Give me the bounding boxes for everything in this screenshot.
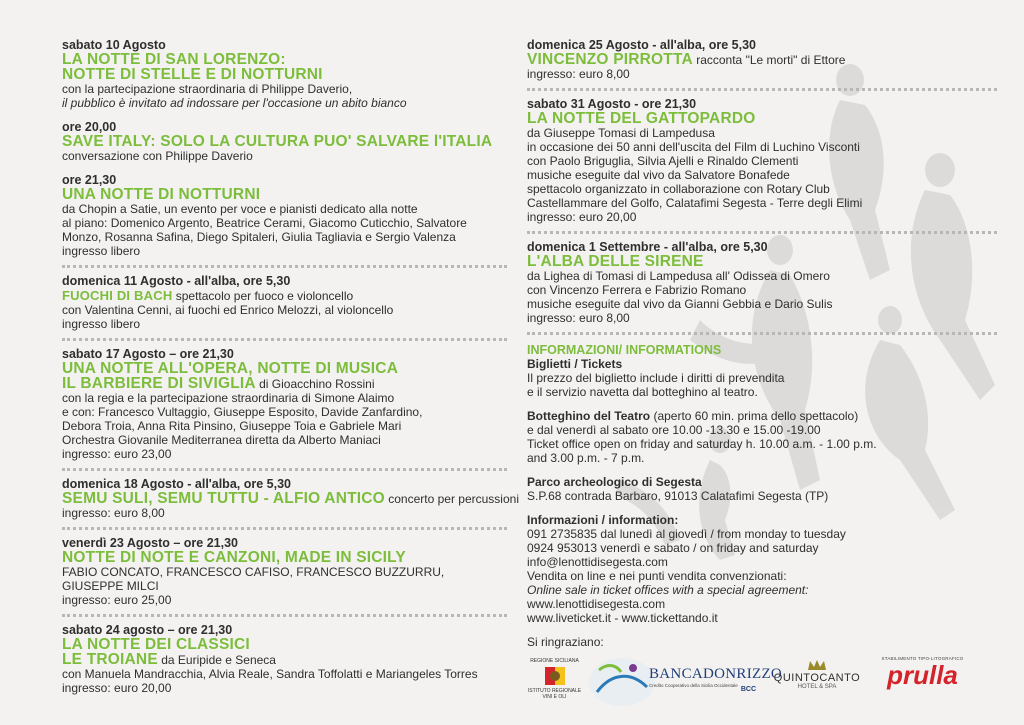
box-office-heading: Botteghino del Teatro — [527, 409, 651, 423]
event-subtitle: racconta "Le morti" di Ettore — [692, 53, 846, 67]
box-office-hours: e dal venerdì al sabato ore 10.00 -13.30 e 15.00 -19.00 — [527, 423, 821, 437]
event-title: NOTTE DI NOTE E CANZONI, MADE IN SICILY — [62, 549, 406, 566]
program-right-column — [527, 38, 997, 649]
website-link: www.lenottidisegesta.com — [527, 597, 666, 611]
event-title: VINCENZO PIRROTTA — [527, 51, 693, 68]
wine-oil-logo — [587, 652, 657, 710]
event-time: ore 20,00 — [62, 120, 117, 134]
dotted-divider — [527, 332, 997, 335]
event-date: domenica 11 Agosto - all'alba, ore 5,30 — [62, 274, 291, 288]
event-date: sabato 31 Agosto - ore 21,30 — [527, 97, 697, 111]
contact-phone: 0924 953013 venerdì e sabato / on friday and saturday — [527, 541, 819, 555]
event-price: ingresso: euro 25,00 — [62, 593, 172, 607]
event-title: SEMU SULI, SEMU TUTTU - ALFIO ANTICO — [62, 490, 385, 507]
event-detail: Monzo, Rosanna Safina, Diego Spitaleri, Giulia Tagliavia e Sergio Valenza — [62, 230, 456, 244]
event-detail: con la regia e la partecipazione straordinaria di Simone Alaimo — [62, 391, 395, 405]
box-office-note: (aperto 60 min. prima dello spettacolo) — [650, 409, 859, 423]
event-time: ore 21,30 — [62, 173, 117, 187]
event-detail: da Chopin a Satie, un evento per voce e pianisti dedicato alla notte — [62, 202, 418, 216]
event-date: domenica 25 Agosto - all'alba, ore 5,30 — [527, 38, 756, 52]
event-save-italy — [62, 120, 507, 163]
event-gattopardo — [527, 97, 997, 224]
event-title: SAVE ITALY: SOLO LA CULTURA PUO' SALVARE l'ITALIA — [62, 133, 493, 150]
box-office-hours: Ticket office open on friday and saturday h. 10.00 a.m. - 1.00 p.m. — [527, 437, 877, 451]
dotted-divider — [62, 265, 507, 268]
sponsor-logos — [527, 636, 1007, 716]
event-detail: in occasione dei 50 anni dell'uscita del Film di Luchino Visconti — [527, 140, 860, 154]
event-date: sabato 24 agosto – ore 21,30 — [62, 623, 233, 637]
event-title: NOTTE DI STELLE E DI NOTTURNI — [62, 66, 323, 83]
event-detail: con Valentina Cenni, ai fuochi ed Enrico Melozzi, al violoncello — [62, 303, 394, 317]
event-detail: da Giuseppe Tomasi di Lampedusa — [527, 126, 715, 140]
event-date: domenica 1 Settembre - all'alba, ore 5,30 — [527, 240, 768, 254]
event-semu-suli — [62, 477, 519, 520]
event-date: sabato 10 Agosto — [62, 38, 166, 52]
event-subtitle: da Euripide e Seneca — [157, 653, 276, 667]
info-section — [527, 343, 997, 649]
event-detail: al piano: Domenico Argento, Beatrice Cerami, Giacomo Cuticchio, Salvatore — [62, 216, 467, 230]
event-detail: da Lighea di Tomasi di Lampedusa all' Odissea di Omero — [527, 269, 830, 283]
thanks-label: Si ringraziano: — [527, 635, 604, 649]
contact-email: info@lenottidisegesta.com — [527, 555, 668, 569]
program-left-column — [62, 38, 519, 695]
tickets-detail: Il prezzo del biglietto include i diritti di prevendita — [527, 371, 785, 385]
event-title: LA NOTTE DEI CLASSICI — [62, 636, 250, 653]
sales-note: Vendita on line e nei punti vendita convenzionati: — [527, 569, 787, 583]
wine-oil-emblem-icon — [587, 652, 657, 710]
banca-don-rizzo-logo: BANCADONRIZZO Credito Cooperativo della Sicilia Occidentale BCC — [649, 666, 783, 693]
park-address: S.P.68 contrada Barbaro, 91013 Calatafimi Segesta (TP) — [527, 489, 829, 503]
event-price: ingresso libero — [62, 244, 141, 258]
event-opera — [62, 347, 507, 461]
event-title: LE TROIANE — [62, 651, 158, 668]
event-fuochi-di-bach — [62, 274, 507, 331]
event-subtitle: concerto per percussioni — [384, 492, 519, 506]
event-date: venerdì 23 Agosto – ore 21,30 — [62, 536, 239, 550]
event-title: FUOCHI DI BACH — [62, 288, 173, 303]
event-detail: e con: Francesco Vultaggio, Giuseppe Esposito, Davide Zanfardino, — [62, 405, 423, 419]
event-title: UNA NOTTE DI NOTTURNI — [62, 186, 261, 203]
tickets-detail: e il servizio navetta dal botteghino al teatro. — [527, 385, 758, 399]
crown-icon — [806, 658, 828, 672]
info-heading: INFORMAZIONI/ INFORMATIONS — [527, 343, 722, 357]
event-title: LA NOTTE DI SAN LORENZO: — [62, 51, 286, 68]
event-price: ingresso: euro 8,00 — [62, 506, 165, 520]
event-detail: il pubblico è invitato ad indossare per l'occasione un abito bianco — [62, 96, 407, 110]
event-price: ingresso: euro 20,00 — [62, 681, 172, 695]
event-detail: musiche eseguite dal vivo da Gianni Gebbia e Dario Sulis — [527, 297, 833, 311]
contacts-heading: Informazioni / information: — [527, 513, 679, 527]
event-detail: con Manuela Mandracchia, Alvia Reale, Sandra Toffolatti e Mariangeles Torres — [62, 667, 478, 681]
park-heading: Parco archeologico di Segesta — [527, 475, 702, 489]
event-date: domenica 18 Agosto - all'alba, ore 5,30 — [62, 477, 291, 491]
dotted-divider — [62, 614, 507, 617]
contact-phone: 091 2735835 dal lunedì al giovedì / from monday to tuesday — [527, 527, 846, 541]
event-detail: conversazione con Philippe Daverio — [62, 149, 253, 163]
dotted-divider — [527, 88, 997, 91]
event-price: ingresso: euro 8,00 — [527, 311, 630, 325]
event-notturni — [62, 173, 507, 258]
event-title: IL BARBIERE DI SIVIGLIA — [62, 375, 256, 392]
event-detail: Orchestra Giovanile Mediterranea diretta da Alberto Maniaci — [62, 433, 381, 447]
dotted-divider — [62, 338, 507, 341]
regione-siciliana-logo: REGIONE SICILIANA ISTITUTO REGIONALE VINI E OLI — [527, 658, 582, 700]
event-sirene — [527, 240, 997, 325]
event-title: LA NOTTE DEL GATTOPARDO — [527, 110, 756, 127]
dotted-divider — [527, 231, 997, 234]
event-price: ingresso: euro 20,00 — [527, 210, 637, 224]
event-price: ingresso libero — [62, 317, 141, 331]
event-price: ingresso: euro 8,00 — [527, 67, 630, 81]
event-detail: GIUSEPPE MILCI — [62, 579, 159, 593]
prulla-logo: STABILIMENTO TIPO-LITOGRAFICO prulla — [881, 656, 964, 690]
event-detail: Debora Troia, Anna Rita Pinsino, Giuseppe Toia e Gabriele Mari — [62, 419, 402, 433]
event-made-in-sicily — [62, 536, 507, 607]
event-price: ingresso: euro 23,00 — [62, 447, 172, 461]
event-detail: Castellammare del Golfo, Calatafimi Segesta - Terre degli Elimi — [527, 196, 863, 210]
event-detail: con Paolo Briguglia, Silvia Ajelli e Rinaldo Clementi — [527, 154, 799, 168]
dotted-divider — [62, 468, 507, 471]
event-detail: con la partecipazione straordinaria di Philippe Daverio, — [62, 82, 353, 96]
event-san-lorenzo — [62, 38, 507, 110]
tickets-heading: Biglietti / Tickets — [527, 357, 623, 371]
dotted-divider — [62, 527, 507, 530]
website-link: www.liveticket.it - www.tickettando.it — [527, 611, 718, 625]
quintocanto-logo: QUINTOCANTO HOTEL & SPA — [773, 658, 861, 706]
event-title: L'ALBA DELLE SIRENE — [527, 253, 704, 270]
sales-note: Online sale in ticket offices with a special agreement: — [527, 583, 809, 597]
trinacria-emblem-icon — [544, 666, 566, 686]
event-detail: FABIO CONCATO, FRANCESCO CAFISO, FRANCESCO BUZZURRU, — [62, 565, 445, 579]
event-pirrotta — [527, 38, 997, 81]
event-subtitle: spettacolo per fuoco e violoncello — [172, 289, 354, 303]
event-detail: musiche eseguite dal vivo da Salvatore Bonafede — [527, 168, 790, 182]
event-title: UNA NOTTE ALL'OPERA, NOTTE DI MUSICA — [62, 360, 399, 377]
event-detail: con Vincenzo Ferrera e Fabrizio Romano — [527, 283, 747, 297]
event-date: sabato 17 Agosto – ore 21,30 — [62, 347, 234, 361]
event-subtitle: di Gioacchino Rossini — [255, 377, 375, 391]
box-office-hours: and 3.00 p.m. - 7 p.m. — [527, 451, 645, 465]
event-detail: spettacolo organizzato in collaborazione con Rotary Club — [527, 182, 830, 196]
event-classici — [62, 623, 507, 695]
